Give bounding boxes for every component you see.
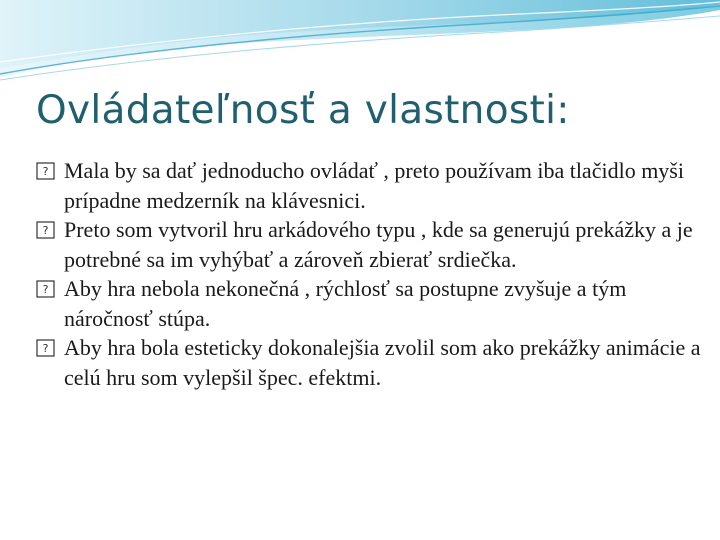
svg-text:?: ? xyxy=(42,165,49,178)
bullet-item xyxy=(36,215,706,274)
svg-text:?: ? xyxy=(42,283,49,296)
bullet-text: Mala by sa dať jednoducho ovládať , preto používam iba tlačidlo myši prípadne medzerník na klávesnici. xyxy=(64,158,684,213)
missing-glyph-box-icon xyxy=(36,221,55,239)
svg-text:?: ? xyxy=(42,224,49,237)
missing-glyph-box-icon xyxy=(36,280,55,298)
bullet-text: Preto som vytvoril hru arkádového typu , kde sa generujú prekážky a je potrebné sa im vyhýbať a zároveň zbierať srdiečka. xyxy=(64,217,693,272)
bullet-list xyxy=(36,156,706,392)
bullet-text: Aby hra nebola nekonečná , rýchlosť sa postupne zvyšuje a tým náročnosť stúpa. xyxy=(64,276,627,331)
bullet-item xyxy=(36,156,706,215)
missing-glyph-box-icon xyxy=(36,162,55,180)
bullet-item xyxy=(36,333,706,392)
slide-title: Ovládateľnosť a vlastnosti: xyxy=(36,88,570,133)
missing-glyph-box-icon xyxy=(36,339,55,357)
svg-text:?: ? xyxy=(42,342,49,355)
top-wave-decoration xyxy=(0,0,720,90)
bullet-item xyxy=(36,274,706,333)
bullet-text: Aby hra bola esteticky dokonalejšia zvolil som ako prekážky animácie a celú hru som vylepšil špec. efektmi. xyxy=(64,335,701,390)
